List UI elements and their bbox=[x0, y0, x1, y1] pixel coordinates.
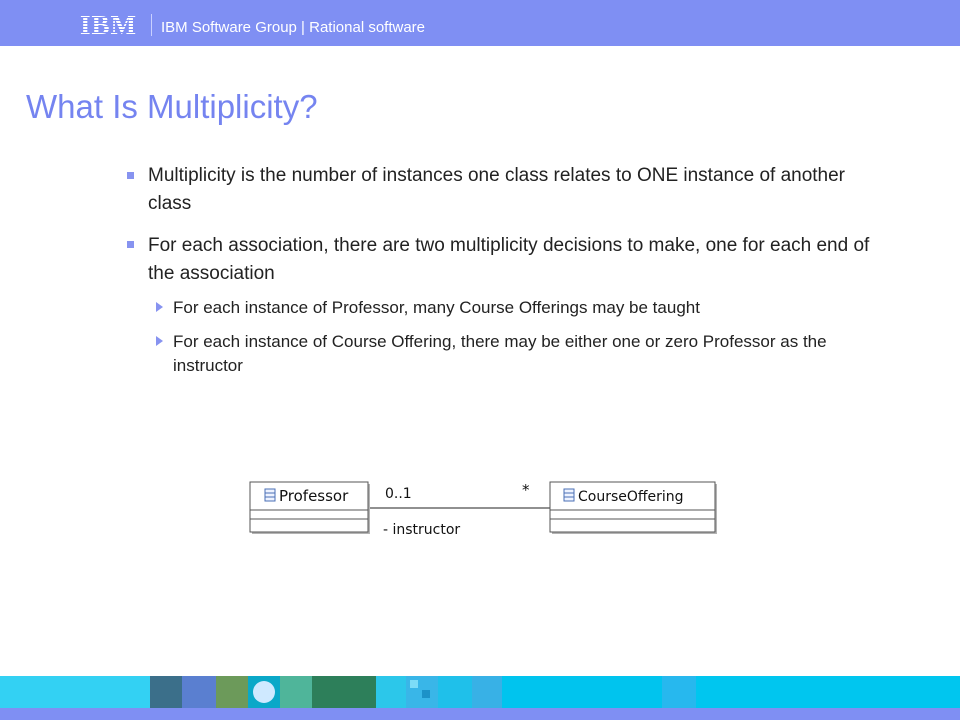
slide-title: What Is Multiplicity? bbox=[26, 88, 318, 125]
footer-image-tile bbox=[280, 676, 312, 708]
footer-bottom-bar bbox=[0, 708, 960, 720]
class-icon bbox=[265, 489, 275, 501]
footer-image-tile bbox=[182, 676, 216, 708]
svg-text:IBM: IBM bbox=[80, 12, 137, 36]
bullet-2: For each association, there are two multiplicity decisions to make, one for each end of the association bbox=[148, 235, 870, 284]
footer-image-tile bbox=[216, 676, 248, 708]
class-icon bbox=[564, 489, 574, 501]
footer-tile bbox=[662, 676, 696, 708]
sub-bullet-2: For each instance of Course Offering, there may be either one or zero Professor as the instructor bbox=[173, 332, 827, 375]
footer-square bbox=[422, 690, 430, 698]
multiplicity-right: * bbox=[522, 481, 530, 499]
footer-image-tile bbox=[248, 676, 280, 708]
class-courseoffering bbox=[550, 482, 717, 534]
header-group-text: IBM Software Group | Rational software bbox=[161, 19, 426, 36]
footer-circle-icon bbox=[253, 681, 275, 703]
role-name: - instructor bbox=[383, 522, 461, 538]
sub-bullet-1: For each instance of Professor, many Course Offerings may be taught bbox=[173, 298, 700, 317]
class-name-professor: Professor bbox=[279, 487, 349, 505]
footer-tile bbox=[376, 676, 406, 708]
multiplicity-left: 0..1 bbox=[385, 486, 412, 502]
class-professor bbox=[250, 482, 370, 534]
class-name-courseoffering: CourseOffering bbox=[578, 489, 684, 505]
footer-image-tile bbox=[150, 676, 182, 708]
footer-image-tile bbox=[312, 676, 376, 708]
footer-tile bbox=[502, 676, 662, 708]
footer-tile bbox=[696, 676, 960, 708]
bullet-1: Multiplicity is the number of instances one class relates to ONE instance of another class bbox=[148, 165, 846, 214]
footer-square bbox=[410, 680, 418, 688]
footer-tile bbox=[472, 676, 502, 708]
footer-tile bbox=[0, 676, 150, 708]
footer-tile bbox=[438, 676, 472, 708]
footer-tile bbox=[406, 676, 438, 708]
